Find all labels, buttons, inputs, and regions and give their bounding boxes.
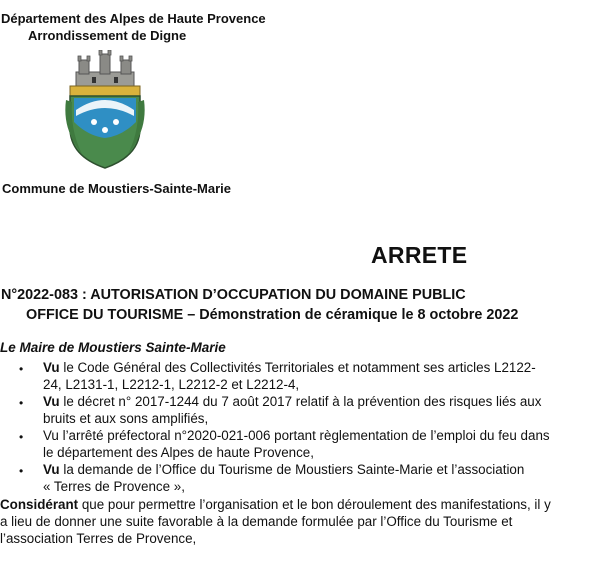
- commune-heading: Commune de Moustiers-Sainte-Marie: [2, 181, 231, 196]
- department-heading: Département des Alpes de Haute Provence: [1, 11, 266, 26]
- bullet-3-line-2: le département des Alpes de haute Provence,: [43, 445, 314, 460]
- bullet-2-line-1: [43, 393, 541, 410]
- bullet-icon: •: [19, 396, 24, 410]
- considerant-text: que pour permettre l’organisation et le bon déroulement des manifestations, il y: [78, 497, 551, 512]
- considerant-line-1: [0, 496, 551, 513]
- bullet-icon: •: [19, 464, 24, 478]
- bullet-icon: •: [19, 430, 24, 444]
- bullet-4-keyword: Vu: [43, 462, 60, 477]
- bullet-4-text: la demande de l’Office du Tourisme de Moustiers Sainte-Marie et l’association: [59, 462, 525, 477]
- bullet-1-line-2: 24, L2131-1, L2212-1, L2212-2 et L2212-4,: [43, 377, 300, 392]
- arrondissement-heading: Arrondissement de Digne: [28, 28, 187, 43]
- bullet-2-keyword: Vu: [43, 394, 60, 409]
- considerant-line-2: a lieu de donner une suite favorable à la demande formulée par l’Office du Tourisme et: [0, 514, 513, 529]
- bullet-3-line-1: Vu l’arrêté préfectoral n°2020-021-006 portant règlementation de l’emploi du feu dans: [43, 428, 550, 443]
- bullet-icon: •: [19, 362, 24, 376]
- mayor-heading: Le Maire de Moustiers Sainte-Marie: [0, 340, 226, 355]
- subject-line-2: OFFICE DU TOURISME – Démonstration de céramique le 8 octobre 2022: [26, 307, 519, 323]
- bullet-4-line-1: [43, 461, 524, 478]
- bullet-1-line-1: [43, 359, 536, 376]
- bullet-4-line-2: « Terres de Provence »,: [43, 479, 185, 494]
- bullet-2-text: le décret n° 2017-1244 du 7 août 2017 relatif à la prévention des risques liés aux: [59, 394, 542, 409]
- document-title: ARRETE: [371, 242, 468, 268]
- bullet-2-line-2: bruits et aux sons amplifiés,: [43, 411, 209, 426]
- subject-line-1: N°2022-083 : AUTORISATION D’OCCUPATION DU DOMAINE PUBLIC: [1, 287, 466, 303]
- considerant-keyword: Considérant: [0, 497, 79, 512]
- bullet-1-text: le Code Général des Collectivités Territoriales et notamment ses articles L2122-: [59, 360, 536, 375]
- coat-of-arms-icon: [62, 50, 148, 170]
- considerant-line-3: l’association Terres de Provence,: [0, 531, 197, 546]
- bullet-1-keyword: Vu: [43, 360, 60, 375]
